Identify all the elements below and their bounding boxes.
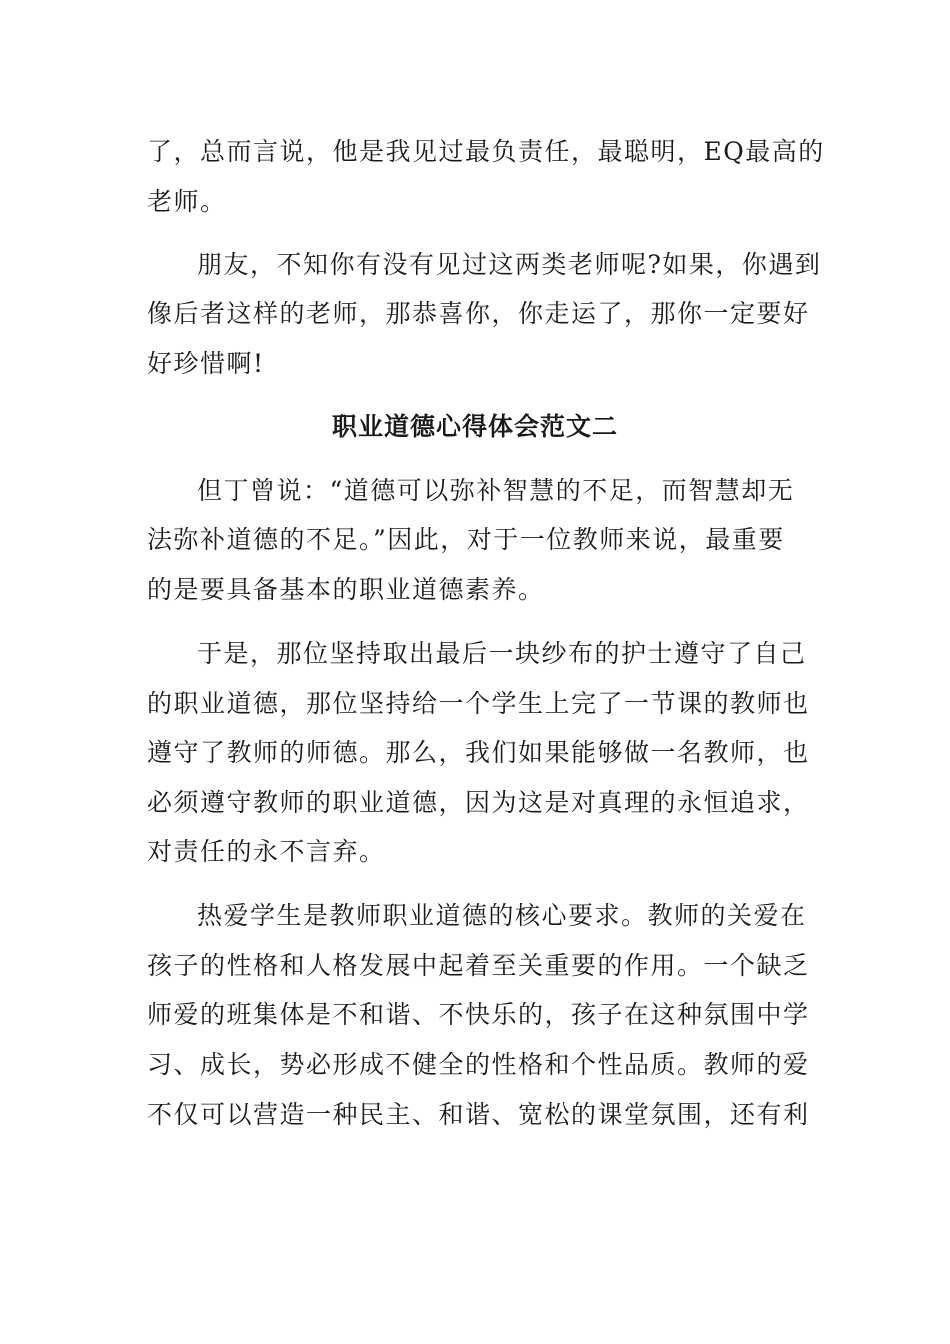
paragraph-5-line-4: 习、成长，势必形成不健全的性格和个性品质。教师的爱 — [147, 1050, 810, 1079]
paragraph-1-line-2: 老师。 — [147, 187, 227, 216]
paragraph-3-line-2: 法弥补道德的不足。”因此，对于一位教师来说，最重要 — [147, 525, 785, 554]
paragraph-4-line-2: 的职业道德，那位坚持给一个学生上完了一节课的教师也 — [147, 689, 810, 718]
paragraph-3-line-1: 但丁曾说：“道德可以弥补智慧的不足，而智慧却无 — [197, 476, 795, 505]
section-heading: 职业道德心得体会范文二 — [331, 412, 618, 441]
paragraph-5-line-5: 不仅可以营造一种民主、和谐、宽松的课堂氛围，还有利 — [147, 1100, 810, 1129]
paragraph-5-line-3: 师爱的班集体是不和谐、不快乐的，孩子在这种氛围中学 — [147, 1000, 810, 1029]
paragraph-5-line-2: 孩子的性格和人格发展中起着至关重要的作用。一个缺乏 — [147, 951, 810, 980]
paragraph-4-line-4: 必须遵守教师的职业道德，因为这是对真理的永恒追求， — [147, 788, 810, 817]
paragraph-4-line-3: 遵守了教师的师德。那么，我们如果能够做一名教师，也 — [147, 738, 810, 767]
paragraph-4-line-5: 对责任的永不言弃。 — [147, 837, 386, 866]
paragraph-5-line-1: 热爱学生是教师职业道德的核心要求。教师的关爱在 — [197, 901, 807, 930]
paragraph-1-line-1: 了，总而言说，他是我见过最负责任，最聪明，EQ最高的 — [147, 137, 825, 166]
paragraph-4-line-1: 于是，那位坚持取出最后一块纱布的护士遵守了自己 — [197, 639, 807, 668]
paragraph-2-line-1: 朋友，不知你有没有见过这两类老师呢?如果，你遇到 — [197, 250, 822, 279]
paragraph-2-line-2: 像后者这样的老师，那恭喜你，你走运了，那你一定要好 — [147, 299, 810, 328]
paragraph-2-line-3: 好珍惜啊! — [147, 349, 265, 378]
paragraph-3-line-3: 的是要具备基本的职业道德素养。 — [147, 575, 545, 604]
